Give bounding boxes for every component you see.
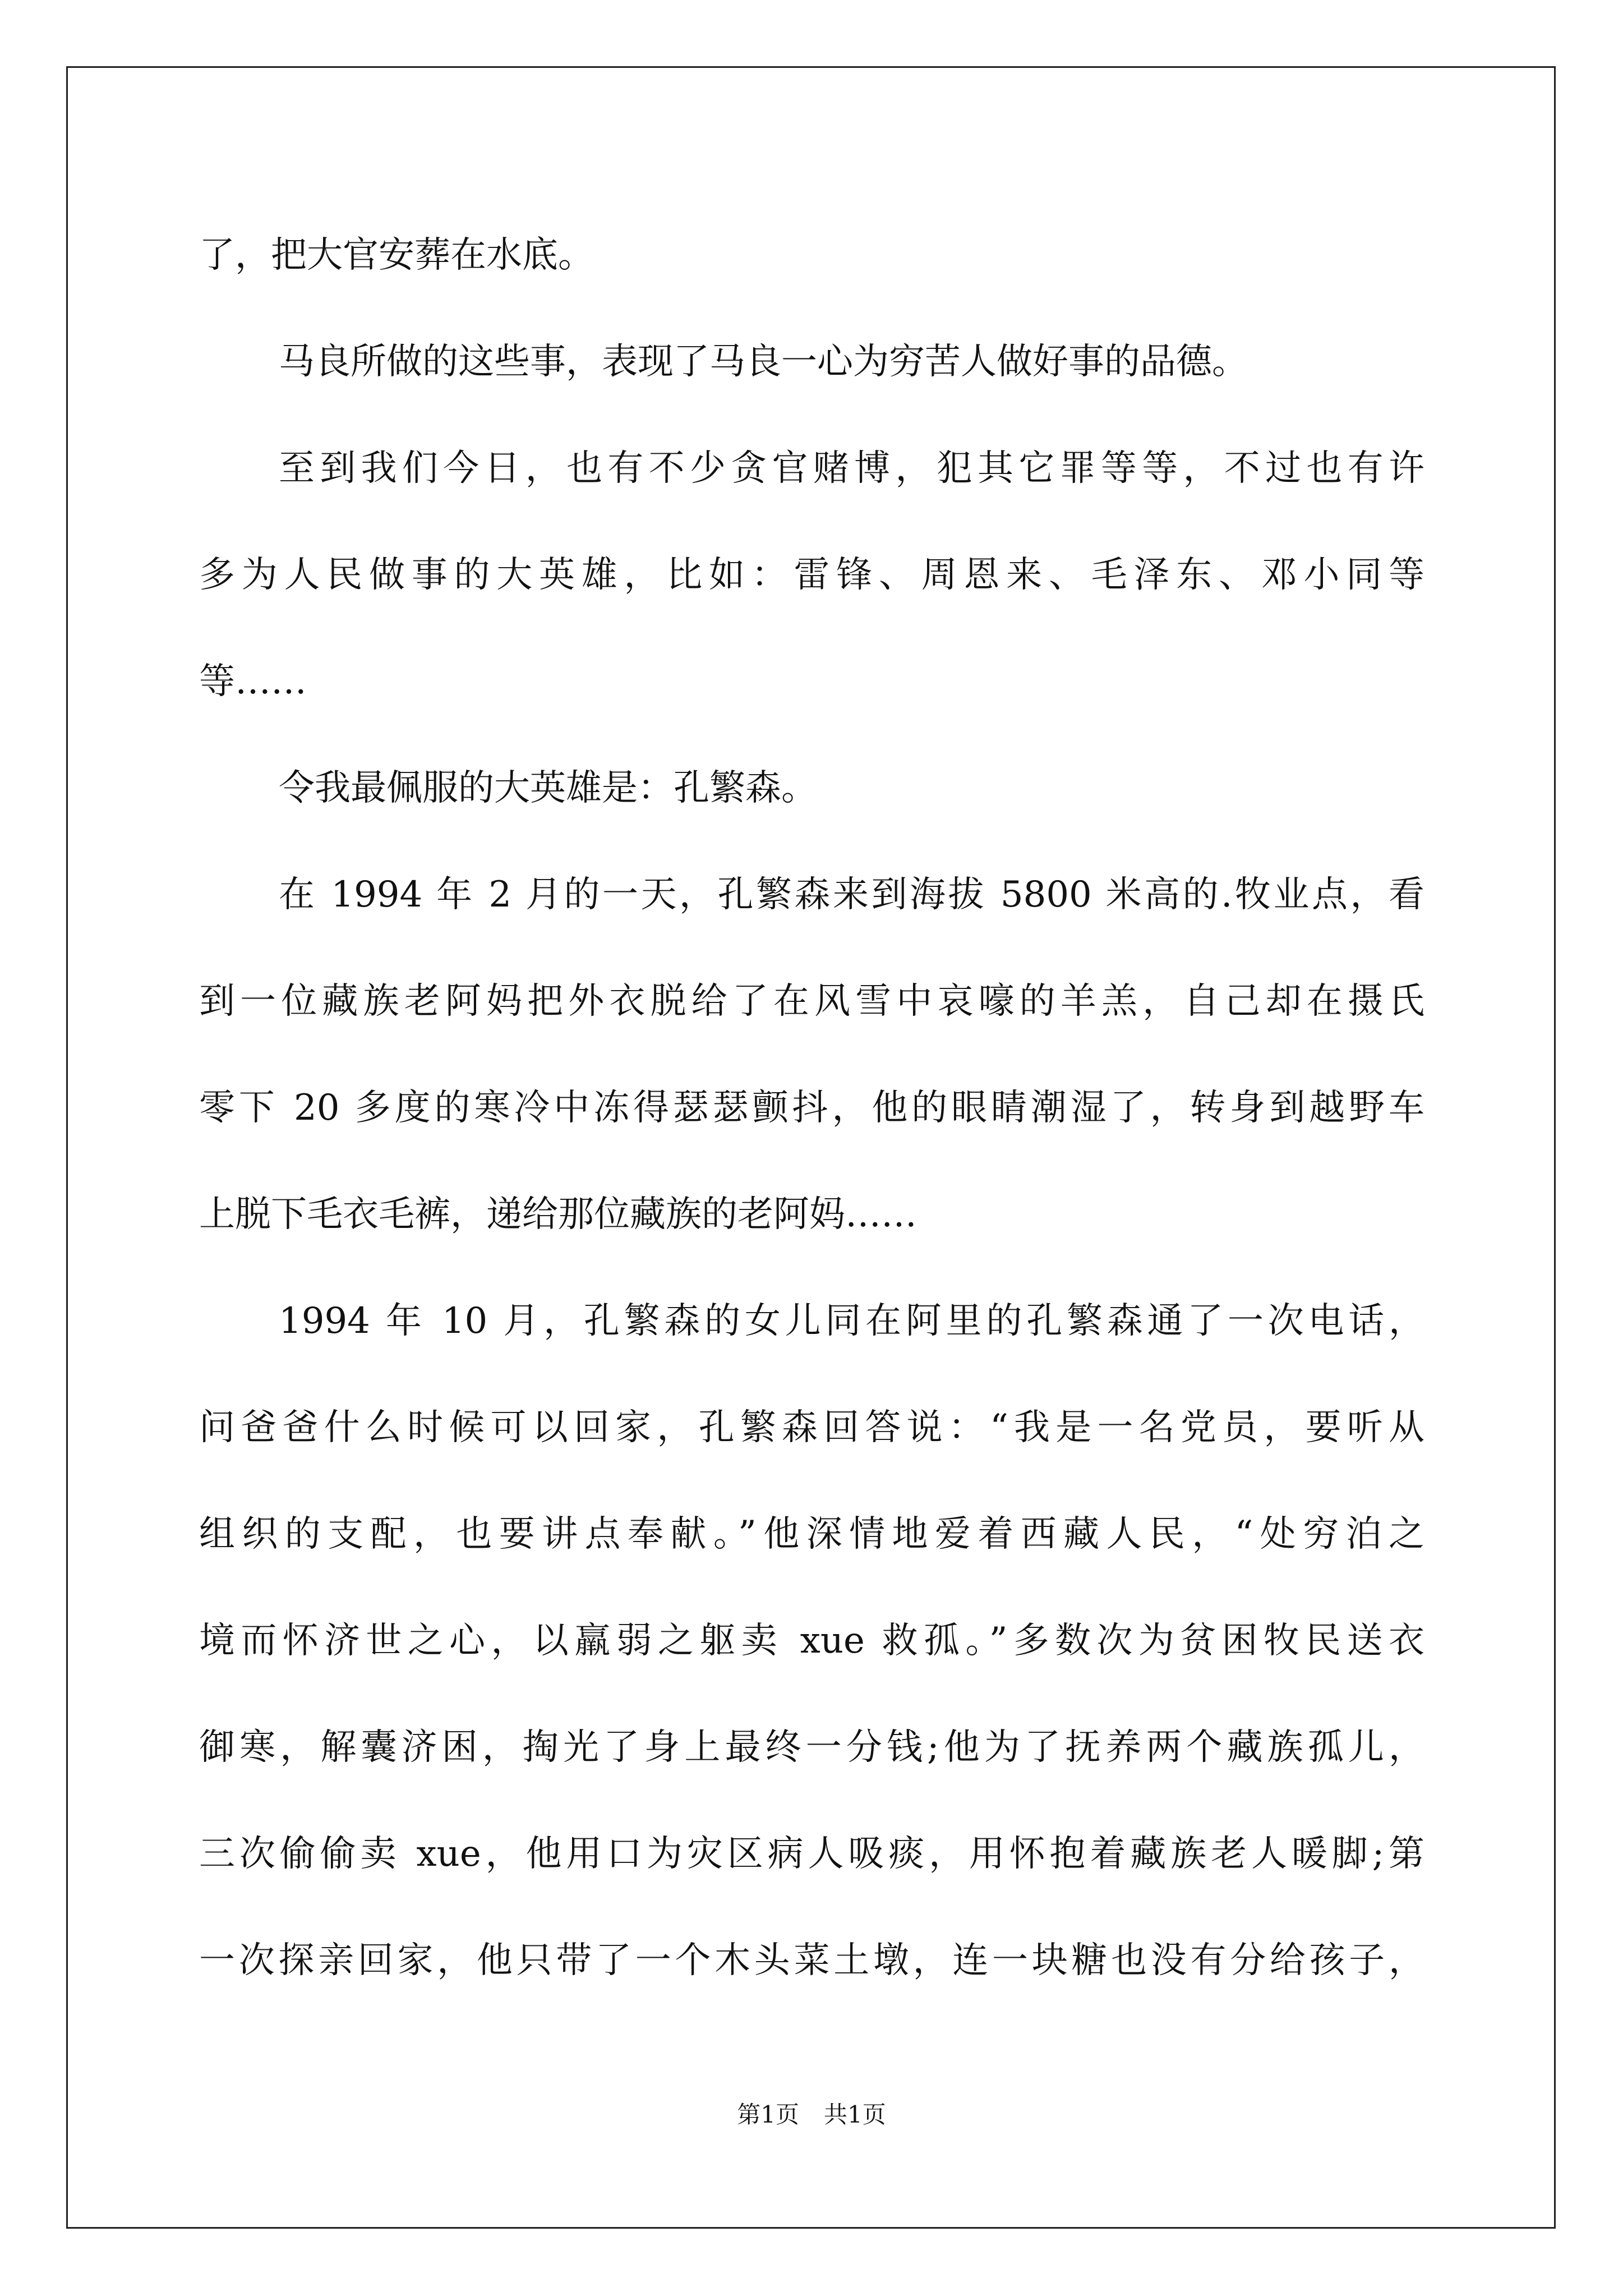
page-footer [0, 2098, 1623, 2132]
text-line: 上脱下毛衣毛裤，递给那位藏族的老阿妈…… [199, 1194, 917, 1235]
text-line: 三次偷偷卖 xue，他用口为灾区病人吸痰，用怀抱着藏族老人暖脚;第 [199, 1833, 1424, 1875]
page-total: 共1页 [824, 2101, 886, 2128]
text-line: 御寒，解囊济困，掏光了身上最终一分钱;他为了抚养两个藏族孤儿， [199, 1727, 1424, 1768]
text-line: 组织的支配，也要讲点奉献。”他深情地爱着西藏人民，“处穷泊之 [199, 1513, 1424, 1555]
text-line: 零下 20 多度的寒冷中冻得瑟瑟颤抖，他的眼睛潮湿了，转身到越野车 [199, 1087, 1424, 1129]
text-line: 多为人民做事的大英雄，比如：雷锋、周恩来、毛泽东、邓小同等 [199, 554, 1424, 596]
document-body [199, 202, 1424, 2014]
text-line: 令我最佩服的大英雄是：孔繁森。 [279, 767, 817, 809]
text-line: 1994 年 10 月，孔繁森的女儿同在阿里的孔繁森通了一次电话， [279, 1300, 1424, 1342]
text-line: 了，把大官安葬在水底。 [199, 234, 594, 276]
text-line: 在 1994 年 2 月的一天，孔繁森来到海拔 5800 米高的.牧业点，看 [279, 874, 1424, 915]
page-number: 第1页 [737, 2101, 799, 2128]
text-line: 等…… [199, 661, 307, 702]
text-line: 一次探亲回家，他只带了一个木头菜土墩，连一块糖也没有分给孩子， [199, 1940, 1424, 1981]
text-line: 至到我们今日，也有不少贪官赌博，犯其它罪等等，不过也有许 [279, 448, 1424, 489]
text-line: 到一位藏族老阿妈把外衣脱给了在风雪中哀嚎的羊羔，自己却在摄氏 [199, 981, 1424, 1022]
text-line: 境而怀济世之心，以羸弱之躯卖 xue 救孤。”多数次为贫困牧民送衣 [199, 1620, 1424, 1662]
text-line: 问爸爸什么时候可以回家，孔繁森回答说：“我是一名党员，要听从 [199, 1407, 1424, 1448]
text-line: 马良所做的这些事，表现了马良一心为穷苦人做好事的品德。 [279, 341, 1248, 383]
